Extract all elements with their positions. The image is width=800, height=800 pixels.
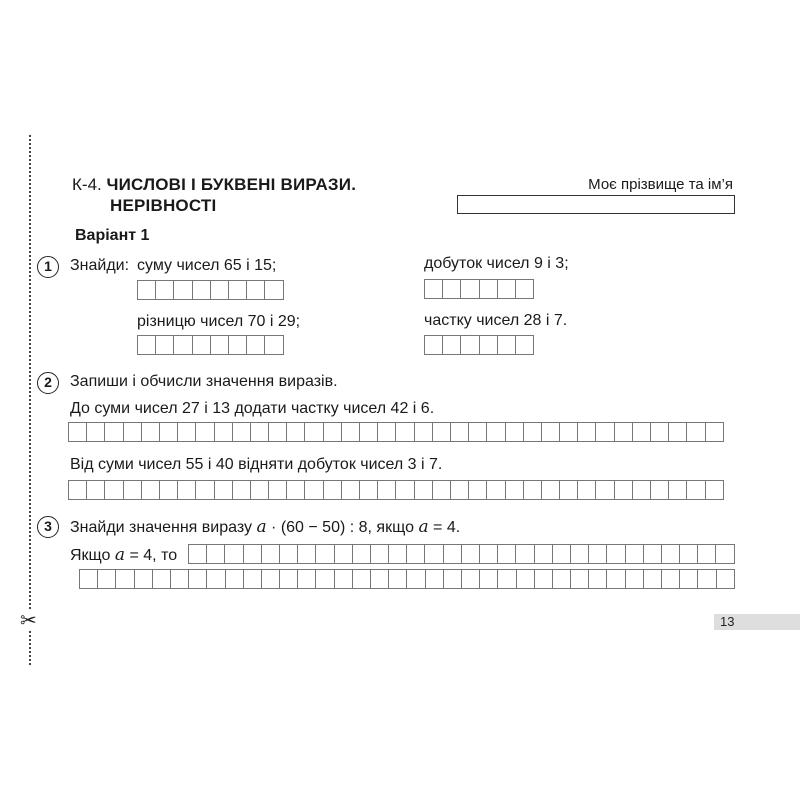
answer-cells-task-3-line-2[interactable] xyxy=(79,569,735,589)
variant-label: Варіант 1 xyxy=(75,227,150,244)
page-number: 13 xyxy=(720,614,735,629)
task-2-number: 2 xyxy=(37,372,59,394)
answer-cells-sum[interactable] xyxy=(137,280,284,300)
task-3-number: 3 xyxy=(37,516,59,538)
task-1-intro: Знайди: xyxy=(70,257,130,274)
title-line-2: НЕРІВНОСТІ xyxy=(110,196,217,215)
name-label: Моє прізвище та ім’я xyxy=(588,176,733,193)
task-1-item-product: добуток чисел 9 і 3; xyxy=(424,255,569,272)
answer-cells-quotient[interactable] xyxy=(424,335,534,355)
task-1-item-quotient: частку чисел 28 і 7. xyxy=(424,312,568,329)
task-2-title: Запиши і обчисли значення виразів. xyxy=(70,373,338,390)
task-1-number: 1 xyxy=(37,256,59,278)
task-3-question: Знайди значення виразу a · (60 − 50) : 8, якщо a = 4. xyxy=(70,517,461,537)
task-2-line-2: Від суми чисел 55 і 40 відняти добуток чисел 3 і 7. xyxy=(70,456,443,473)
title-line-1: ЧИСЛОВІ І БУКВЕНІ ВИРАЗИ. xyxy=(106,175,357,194)
worksheet-title xyxy=(72,175,356,195)
cut-line xyxy=(29,135,31,665)
answer-cells-product[interactable] xyxy=(424,279,534,299)
task-1-item-sum: суму чисел 65 і 15; xyxy=(137,257,277,274)
worksheet-code: К-4. xyxy=(72,175,102,194)
answer-cells-task-2-line-2[interactable] xyxy=(68,480,724,500)
answer-cells-difference[interactable] xyxy=(137,335,284,355)
task-1-item-difference: різницю чисел 70 і 29; xyxy=(137,313,301,330)
answer-cells-task-2-line-1[interactable] xyxy=(68,422,724,442)
answer-cells-task-3-line-1[interactable] xyxy=(188,544,735,564)
task-3-answer-prefix: Якщо a = 4, то xyxy=(70,545,178,565)
task-2-line-1: До суми чисел 27 і 13 додати частку чисел 42 і 6. xyxy=(70,400,435,417)
name-field[interactable] xyxy=(457,195,735,214)
scissors-icon: ✂ xyxy=(20,608,37,632)
